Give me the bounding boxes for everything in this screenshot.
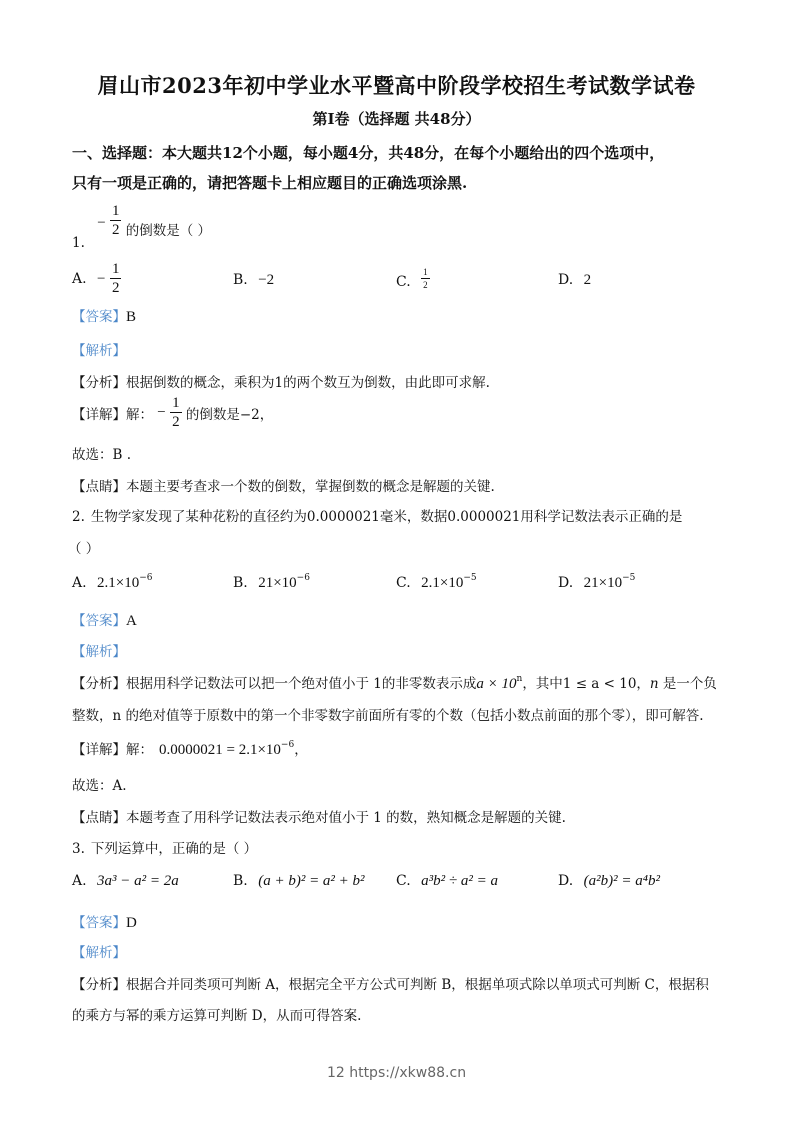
exam-subtitle: 第I卷（选择题 共48分） [312,110,481,128]
q3-answer: 【答案】D [72,915,137,931]
page-footer: 12 https://xkw88.cn [326,1065,467,1081]
q3-option-a: A. 3a³ − a² = 2a [72,873,179,889]
q3-option-b: B. (a + b)² = a² + b² [233,873,365,889]
exam-title: 眉山市2023年初中学业水平暨高中阶段学校招生考试数学试卷 [97,73,696,98]
q1-option-c: C. $\frac{1}{2}$ [396,267,428,290]
q3-stem: 3. 下列运算中，正确的是（ ） [72,841,258,857]
q2-stem-line2: （ ） [68,541,100,557]
q3-option-c: C. a³b² ÷ a² = a [396,873,498,889]
q1-answer: 【答案】B [72,309,137,325]
q1-detail: 【详解】解： − $\frac{1}{2}$ 的倒数是−2， [72,395,274,430]
q1-detail-fraction: $\frac{1}{2}$ [172,395,180,430]
q2-analysis-label: 【解析】 [72,644,126,660]
q2-option-d: D. $21\times 10^{-5}$ [558,573,636,591]
q2-choose: 故选：A. [72,778,127,794]
section-heading-line2: 只有一项是正确的，请把答题卡上相应题目的正确选项涂黑. [72,174,468,192]
q1-choose: 故选：B . [72,447,132,463]
q1-fenxi: 【分析】根据倒数的概念，乘积为1的两个数互为倒数，由此即可求解. [72,375,490,391]
q3-fenxi-line1: 【分析】根据合并同类项可判断 A，根据完全平方公式可判断 B，根据单项式除以单项式可判断 C，根据积 [72,977,709,993]
q2-stem-line1: 2. 生物学家发现了某种花粉的直径约为0.0000021毫米，数据0.0000021用科学记数法表示正确的是 [72,509,683,525]
q2-option-c: C. $2.1\times 10^{-5}$ [396,573,477,591]
q1-analysis-label: 【解析】 [72,343,126,359]
q2-detail: 【详解】解： $0.0000021 = 2.1\times 10^{-6}$， [72,740,308,758]
q1-stem-text: 的倒数是（ ） [125,222,212,239]
q2-answer: 【答案】A [72,613,137,629]
q3-analysis-label: 【解析】 [72,945,126,961]
q2-dianjing: 【点睛】本题考查了用科学记数法表示绝对值小于 1 的数，熟知概念是解题的关键. [72,810,566,826]
q1-fraction: $\frac{1}{2}$ [111,203,120,238]
q1-option-b: B. −2 [233,272,275,288]
q1-stem [72,203,212,251]
q2-option-b: B. $21\times 10^{-6}$ [233,573,310,591]
q2-option-a: A. $2.1\times 10^{-6}$ [72,573,153,591]
q1-option-a: A. − $\frac{1}{2}$ [72,261,120,296]
q3-option-d: D. (a²b)² = a⁴b² [558,873,660,889]
q3-fenxi-line2: 的乘方与幂的乘方运算可判断 D，从而可得答案. [72,1008,362,1024]
q1-number: 1. [72,234,85,251]
q2-fenxi-line2: 整数，n 的绝对值等于原数中的第一个非零数字前面所有零的个数（包括小数点前面的那个零），即可解答. [72,708,704,724]
section-heading-line1: 一、选择题：本大题共12个小题，每小题4分，共48分，在每个小题给出的四个选项中， [72,144,665,162]
q2-fenxi-line1: 【分析】根据用科学记数法可以把一个绝对值小于 1的非零数表示成$a \times 10^n$，其中1 ≤ a < 10，n 是一个负 [72,674,717,692]
q1-option-d: D. 2 [558,272,592,288]
q1-sign: − [97,214,106,231]
q1-dianjing: 【点睛】本题主要考查求一个数的倒数，掌握倒数的概念是解题的关键. [72,479,495,495]
